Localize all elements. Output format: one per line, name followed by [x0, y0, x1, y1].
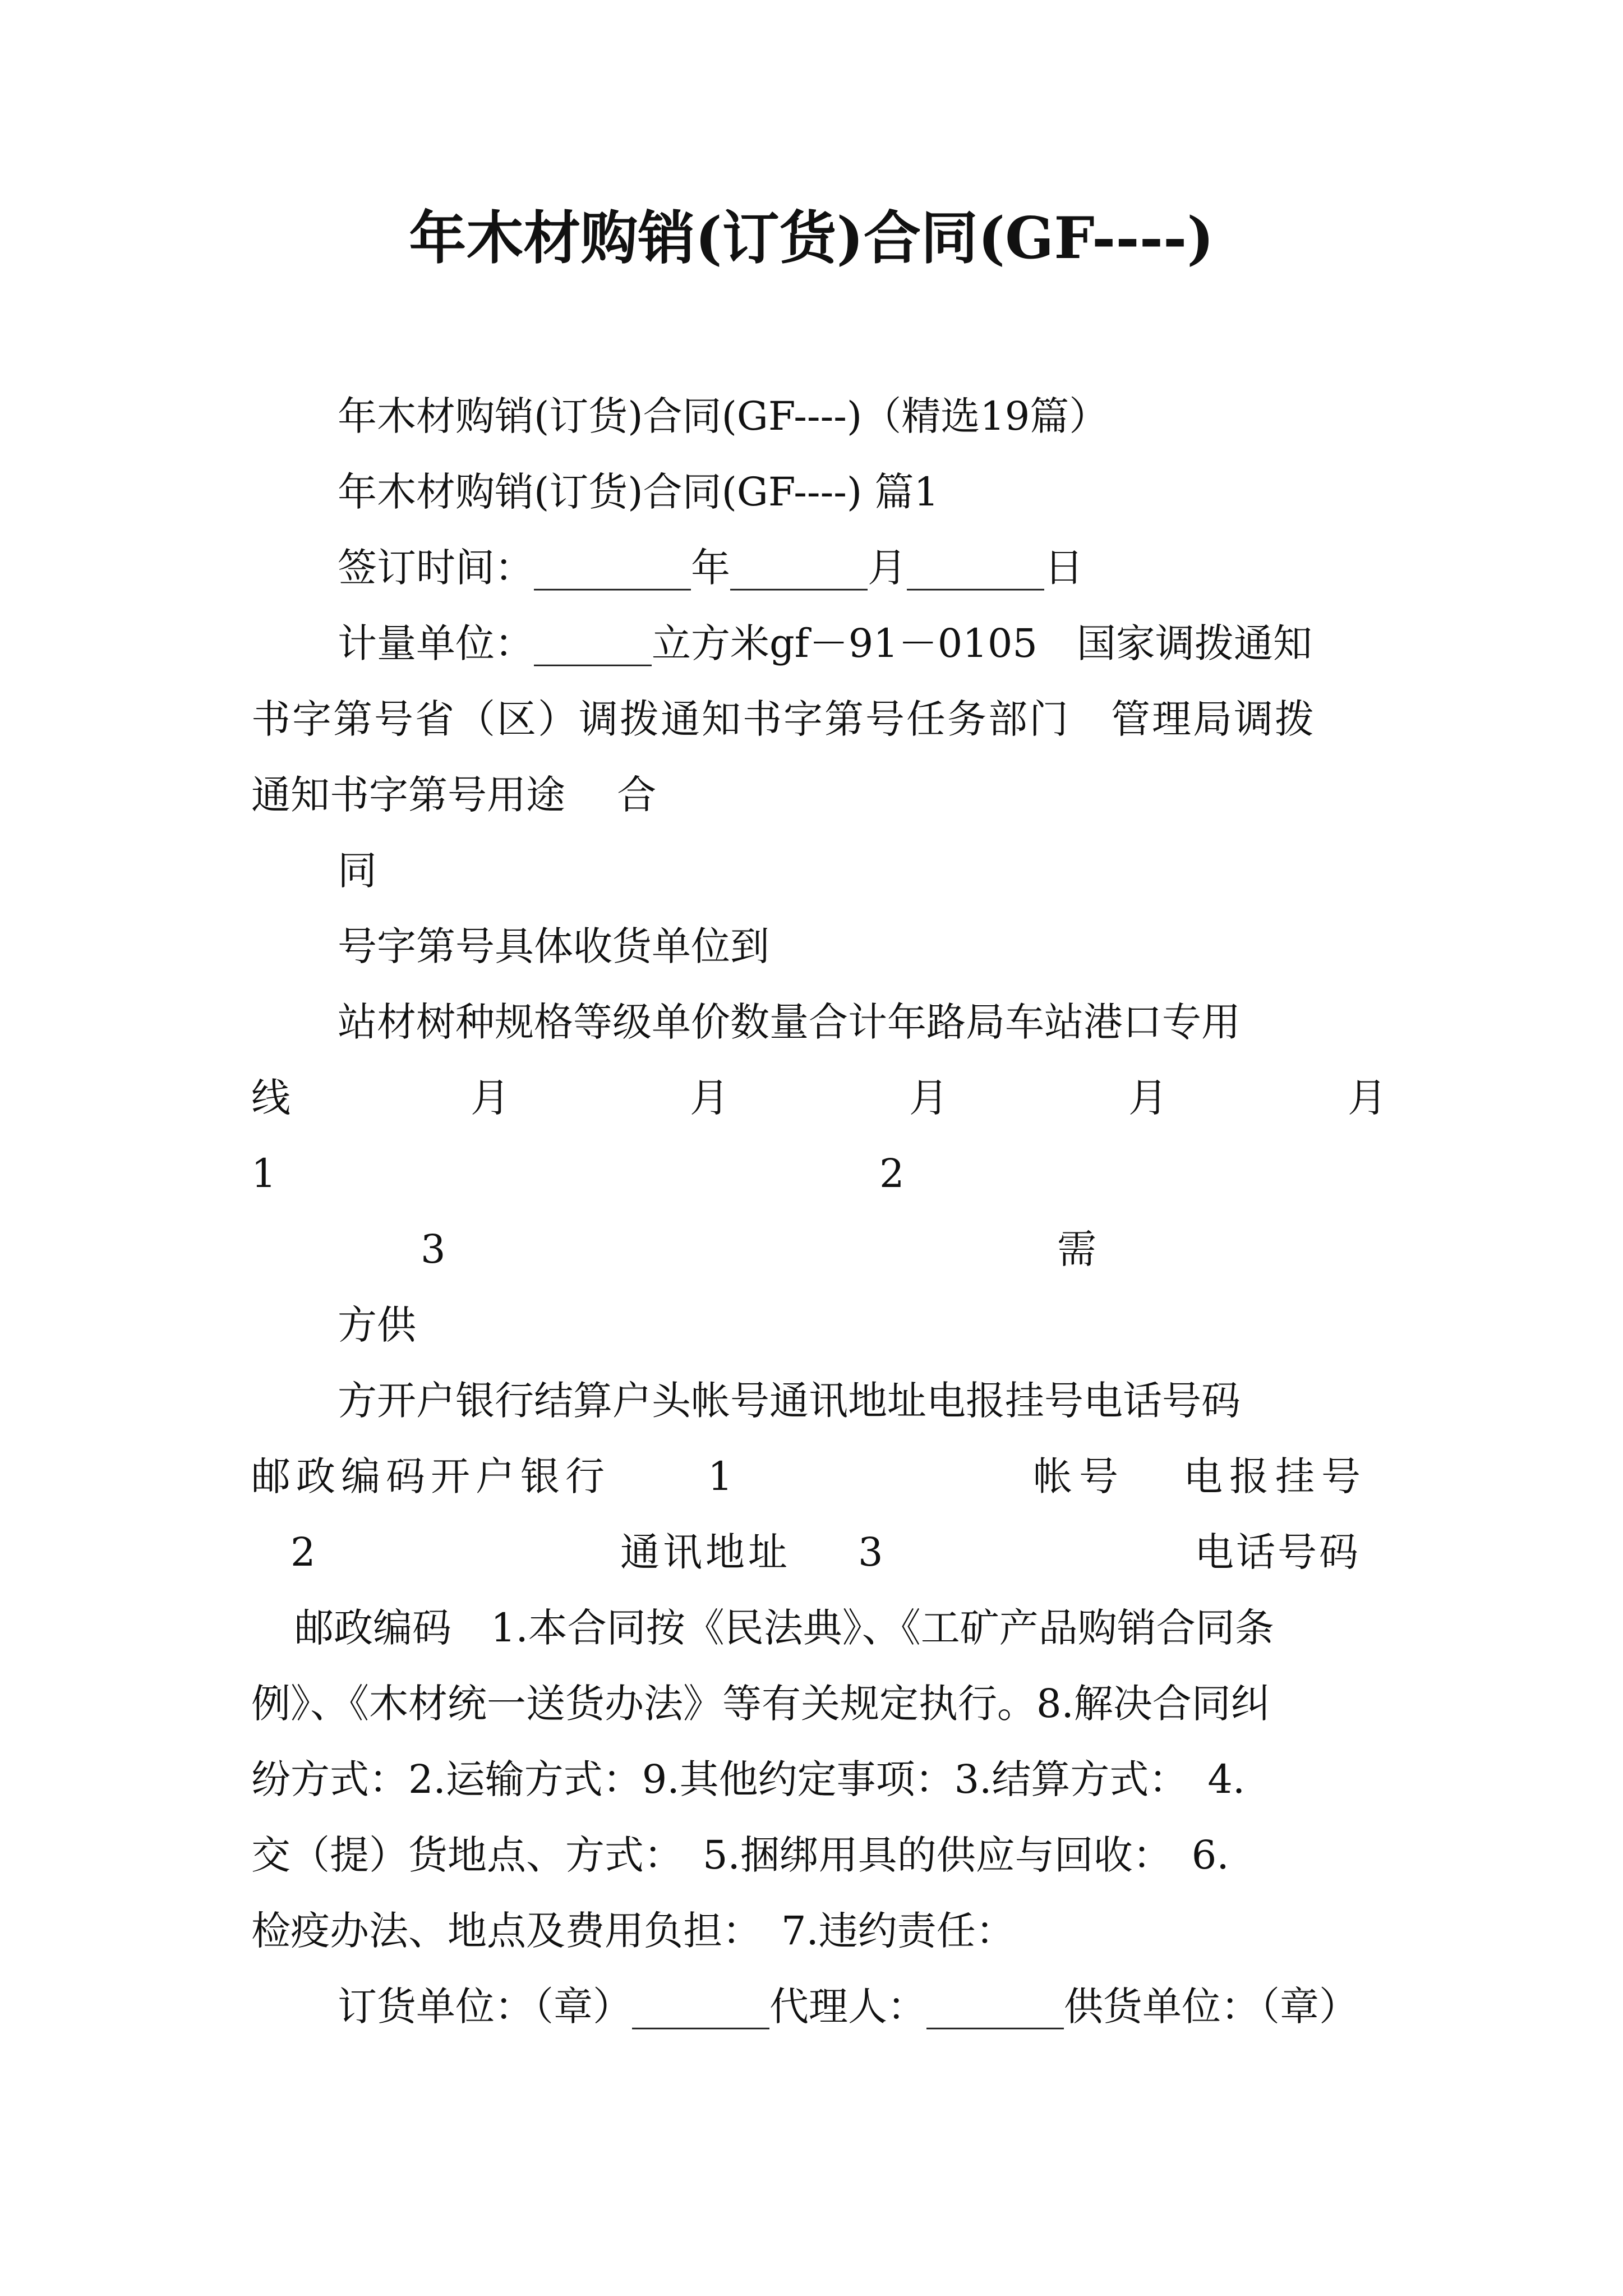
subtitle-line: 年木材购销(订货)合同(GF----)（精选19篇） [338, 393, 1109, 439]
measurement-unit-line: 计量单位：______立方米gf－91－0105 国家调拨通知 [338, 620, 1312, 666]
row-number-1: 1 [251, 1151, 276, 1197]
party-line: 方供 [338, 1302, 416, 1348]
account-label: 帐号 [1033, 1453, 1125, 1499]
section-heading: 年木材购销(订货)合同(GF----) 篇1 [338, 469, 939, 515]
clause-line-5: 检疫办法、地点及费用负担： 7.违约责任： [251, 1908, 1015, 1954]
bank-info-header: 方开户银行结算户头帐号通讯地址电报挂号电话号码 [338, 1378, 1241, 1424]
signature-line: 订货单位：（章）_______代理人：_______供货单位：（章） [338, 1984, 1358, 2030]
row-number-2: 2 [879, 1151, 905, 1197]
notice-line: 书字第号省（区）调拨通知书字第号任务部门 管理局调拨 [251, 696, 1316, 742]
clause-line-4: 交（提）货地点、方式： 5.捆绑用具的供应与回收： 6. [251, 1832, 1229, 1878]
bank-label: 邮政编码开户银行 [251, 1453, 610, 1499]
table-header-line: 站材树种规格等级单价数量合计年路局车站港口专用 [338, 999, 1241, 1045]
clause-line-1: 邮政编码 1.本合同按《民法典》、《工矿产品购销合同条 [294, 1605, 1274, 1651]
phone-label: 电话号码 [1195, 1529, 1361, 1575]
signing-date-line: 签订时间：________年_______月_______日 [338, 545, 1083, 591]
demand-char: 需 [1057, 1226, 1096, 1272]
bank-row-2: 2 [291, 1529, 316, 1575]
row-number-3: 3 [421, 1226, 446, 1272]
month-row: 线 月 月 月 月 月 [251, 1075, 1387, 1121]
receiving-unit-line: 号字第号具体收货单位到 [338, 923, 769, 969]
clause-line-3: 纷方式：2.运输方式：9.其他约定事项：3.结算方式： 4. [251, 1756, 1246, 1802]
contract-char-line: 同 [338, 848, 377, 894]
clause-line-2: 例》、《木材统一送货办法》等有关规定执行。8.解决合同纠 [251, 1681, 1270, 1727]
telegraph-label: 电报挂号 [1183, 1453, 1367, 1499]
document-title: 年木材购销(订货)合同(GF----) [409, 205, 1214, 272]
bank-row-3: 3 [858, 1529, 883, 1575]
purpose-line: 通知书字第号用途 合 [251, 772, 657, 818]
bank-row-1: 1 [708, 1453, 733, 1499]
address-label: 通讯地址 [620, 1529, 791, 1575]
